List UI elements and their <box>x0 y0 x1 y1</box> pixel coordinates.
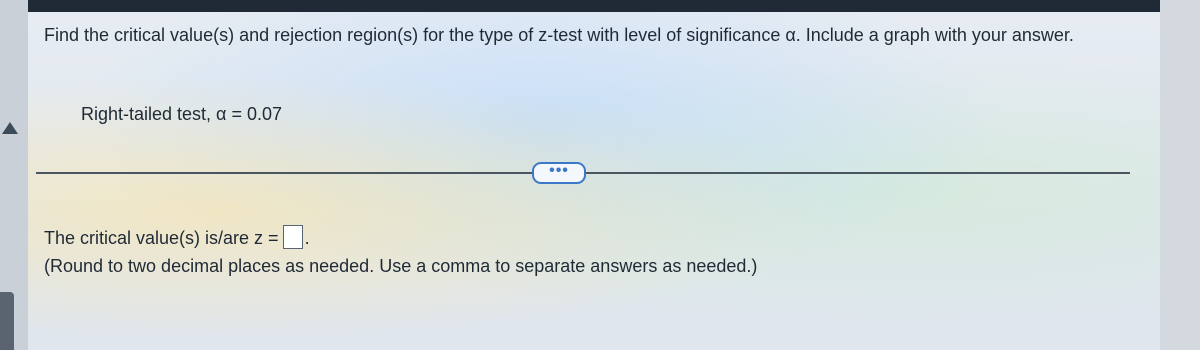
rounding-instruction: (Round to two decimal places as needed. Use a comma to separate answers as needed.) <box>44 256 758 276</box>
side-tab[interactable] <box>0 292 14 350</box>
answer-prefix: The critical value(s) is/are z = <box>44 227 279 248</box>
top-bar <box>0 0 1200 12</box>
right-scroll-edge <box>1160 0 1200 350</box>
show-more-button[interactable]: ••• <box>532 162 586 184</box>
answer-line <box>44 227 310 251</box>
question-text: Find the critical value(s) and rejection region(s) for the type of z-test with level of significance α. Include a graph with your answer. <box>44 25 1074 45</box>
answer-input-box[interactable] <box>283 225 303 249</box>
answer-suffix: . <box>304 227 310 248</box>
left-sidebar-edge <box>0 0 28 350</box>
up-triangle-icon[interactable] <box>2 122 18 134</box>
question-panel <box>28 12 1160 350</box>
test-specification: Right-tailed test, α = 0.07 <box>81 104 283 124</box>
